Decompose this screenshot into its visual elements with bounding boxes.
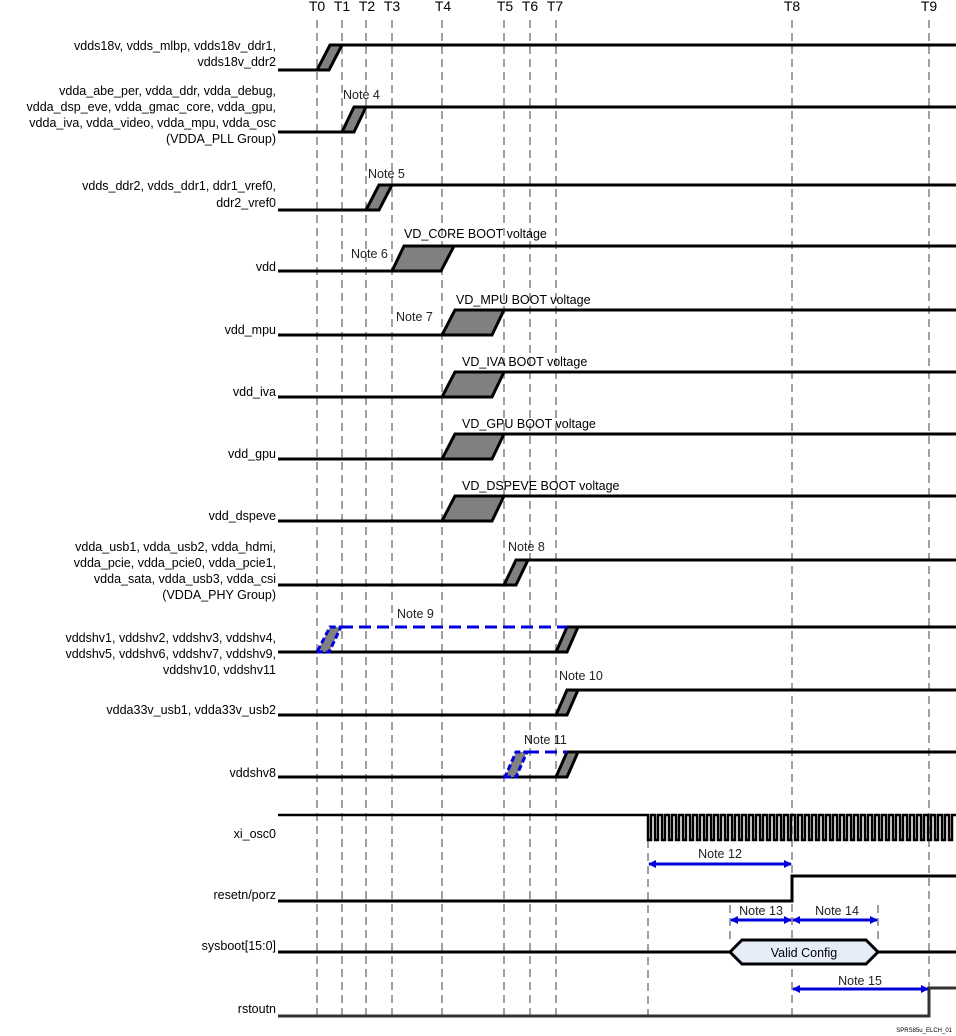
signal-label-vdda-pll: vdda_dsp_eve, vdda_gmac_core, vdda_gpu, — [26, 100, 276, 114]
figure-id: SPRS85u_ELCH_01 — [896, 1028, 952, 1034]
signal-label-vdda-pll: vdda_iva, vdda_video, vdda_mpu, vdda_osc — [29, 116, 276, 130]
note-13: Note 13 — [739, 904, 783, 918]
marker-t8: T8 — [783, 0, 801, 14]
note-6: Note 6 — [351, 247, 388, 261]
boot-label-iva: VD_IVA BOOT voltage — [462, 355, 588, 369]
marker-t2: T2 — [358, 0, 376, 14]
note-4: Note 4 — [343, 88, 380, 102]
signal-label-vdds-ddr: vdds_ddr2, vdds_ddr1, ddr1_vref0, — [82, 179, 276, 193]
note-8: Note 8 — [508, 540, 545, 554]
note-9: Note 9 — [397, 607, 434, 621]
marker-t9: T9 — [920, 0, 938, 14]
boot-label-mpu: VD_MPU BOOT voltage — [456, 293, 591, 307]
signal-label-vdds18v: vdds18v_ddr2 — [197, 55, 276, 69]
note-12: Note 12 — [698, 847, 742, 861]
waveform-vdds18v — [278, 45, 956, 70]
waveform-vdds-ddr — [278, 185, 956, 210]
note-10: Note 10 — [559, 669, 603, 683]
signal-label-vdda-phy: vdda_sata, vdda_usb3, vdda_csi — [93, 572, 276, 586]
signal-label-vdds-ddr: ddr2_vref0 — [216, 196, 276, 210]
waveform-vdd-gpu — [278, 434, 956, 459]
boot-label-gpu: VD_GPU BOOT voltage — [462, 417, 596, 431]
signal-label-sysboot: sysboot[15:0] — [201, 939, 276, 953]
waveform-resetn — [278, 876, 956, 901]
valid-config-label: Valid Config — [770, 946, 838, 960]
signal-label-resetn: resetn/porz — [213, 888, 276, 902]
valid-config-window — [730, 940, 878, 964]
note-15: Note 15 — [838, 974, 882, 988]
waveform-vdd-dspeve — [278, 496, 956, 521]
signal-label-vdda-pll: (VDDA_PLL Group) — [166, 132, 276, 146]
signal-label-vdda33v-usb: vdda33v_usb1, vdda33v_usb2 — [106, 703, 276, 717]
waveform-xi-osc0 — [278, 815, 956, 840]
waveform-vdd-iva — [278, 372, 956, 397]
signal-labels — [27, 39, 277, 1016]
note-11: Note 11 — [524, 733, 567, 747]
signal-label-xi-osc0: xi_osc0 — [233, 827, 276, 841]
waveform-vdda-pll — [278, 107, 956, 132]
signal-label-vdda-phy: (VDDA_PHY Group) — [162, 588, 276, 602]
boot-label-core: VD_CORE BOOT voltage — [404, 227, 547, 241]
waveforms — [278, 45, 956, 1016]
signal-label-vdd-dspeve: vdd_dspeve — [208, 509, 276, 523]
marker-t3: T3 — [383, 0, 401, 14]
waveform-vddshv — [278, 627, 956, 652]
note-5: Note 5 — [368, 167, 405, 181]
note-14: Note 14 — [815, 904, 859, 918]
waveform-vdda-phy — [278, 560, 956, 585]
timing-arrows — [649, 864, 928, 989]
signal-label-vdd: vdd — [255, 260, 276, 274]
waveform-vdd-mpu — [278, 310, 956, 335]
signal-label-vddshv8: vddshv8 — [229, 766, 276, 780]
signal-label-vddshv: vddshv5, vddshv6, vddshv7, vddshv9, — [65, 647, 276, 661]
marker-t6: T6 — [521, 0, 539, 14]
time-marker-labels — [309, 0, 938, 14]
signal-label-vdd-gpu: vdd_gpu — [228, 447, 276, 461]
marker-t5: T5 — [496, 0, 514, 14]
waveform-vddshv8 — [278, 752, 956, 777]
marker-t7: T7 — [546, 0, 564, 14]
marker-t1: T1 — [333, 0, 351, 14]
signal-label-vdda-phy: vdda_pcie, vdda_pcie0, vdda_pcie1, — [73, 556, 276, 570]
note-7: Note 7 — [396, 310, 433, 324]
signal-label-vdd-mpu: vdd_mpu — [224, 323, 276, 337]
marker-t0: T0 — [308, 0, 326, 14]
waveform-rstoutn — [278, 988, 956, 1016]
signal-label-vdd-iva: vdd_iva — [232, 385, 276, 399]
signal-label-vddshv: vddshv10, vddshv11 — [162, 663, 276, 677]
signal-label-vdda-phy: vdda_usb1, vdda_usb2, vdda_hdmi, — [75, 540, 276, 554]
signal-label-vddshv: vddshv1, vddshv2, vddshv3, vddshv4, — [65, 631, 276, 645]
signal-label-vdds18v: vdds18v, vdds_mlbp, vdds18v_ddr1, — [74, 39, 276, 53]
boot-label-dspeve: VD_DSPEVE BOOT voltage — [462, 479, 620, 493]
waveform-vdda33v-usb — [278, 690, 956, 715]
marker-t4: T4 — [434, 0, 452, 14]
signal-label-rstoutn: rstoutn — [237, 1002, 276, 1016]
signal-label-vdda-pll: vdda_abe_per, vdda_ddr, vdda_debug, — [59, 84, 276, 98]
note-labels — [343, 88, 882, 988]
